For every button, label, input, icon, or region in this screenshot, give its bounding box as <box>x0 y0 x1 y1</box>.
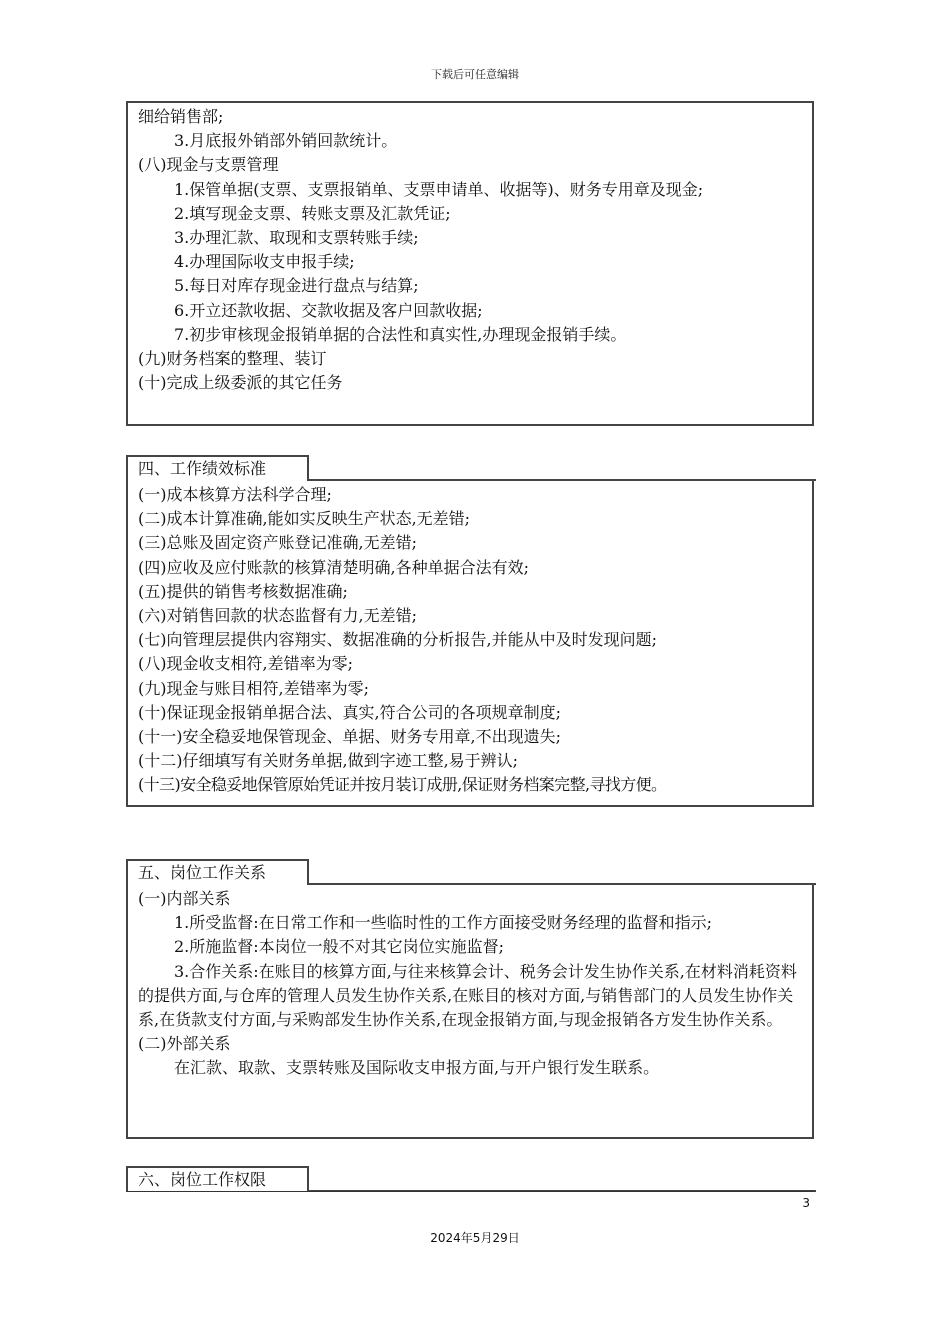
relations-item: 3.合作关系:在账目的核算方面,与往来核算会计、税务会计发生协作关系,在材料消耗资料的提供方面,与仓库的管理人员发生协作关系,在账目的核对方面,与销售部门的人员发生协作关系,在货款支付方面,与采购部发生协作关系,在现金报销方面,与现金报销各方发生协作关系。 <box>138 961 797 1030</box>
performance-item: (三)总账及固定资产账登记准确,无差错; <box>138 533 417 553</box>
relations-item: 1.所受监督:在日常工作和一些临时性的工作方面接受财务经理的监督和指示; <box>174 913 713 933</box>
relations-box <box>126 885 814 1139</box>
performance-item: (七)向管理层提供内容翔实、数据准确的分析报告,并能从中及时发现问题; <box>138 630 657 650</box>
section-title-relations: 五、岗位工作关系 <box>126 859 309 885</box>
performance-item: (十三)安全稳妥地保管原始凭证并按月装订成册,保证财务档案完整,寻找方便。 <box>138 775 667 795</box>
performance-item: (十)保证现金报销单据合法、真实,符合公司的各项规章制度; <box>138 702 561 722</box>
duty-line: 6.开立还款收据、交款收据及客户回款收据; <box>174 300 483 320</box>
performance-item: (六)对销售回款的状态监督有力,无差错; <box>138 606 417 626</box>
footer-rule <box>126 1191 814 1192</box>
page-date: 2024年5月29日 <box>430 1231 520 1245</box>
duty-heading: (九)财务档案的整理、装订 <box>138 349 327 369</box>
page-number: 3 <box>802 1196 810 1210</box>
relations-heading: (一)内部关系 <box>138 889 231 908</box>
section-title-performance: 四、工作绩效标准 <box>126 455 309 481</box>
performance-item: (十一)安全稳妥地保管现金、单据、财务专用章,不出现遗失; <box>138 727 561 747</box>
duty-line: 3.办理汇款、取现和支票转账手续; <box>174 228 419 248</box>
relations-item: 2.所施监督:本岗位一般不对其它岗位实施监督; <box>174 937 505 957</box>
performance-item: (四)应收及应付账款的核算清楚明确,各种单据合法有效; <box>138 557 529 577</box>
section-title-authority: 六、岗位工作权限 <box>126 1166 309 1192</box>
page-header: 下载后可任意编辑 <box>431 68 519 81</box>
performance-item: (八)现金收支相符,差错率为零; <box>138 654 353 674</box>
duty-line: 5.每日对库存现金进行盘点与结算; <box>174 276 419 296</box>
performance-item: (二)成本计算准确,能如实反映生产状态,无差错; <box>138 509 471 529</box>
duty-line: 细给销售部; <box>138 107 224 126</box>
duty-heading: (八)现金与支票管理 <box>138 155 279 175</box>
performance-box <box>126 481 814 807</box>
duty-line: 3.月底报外销部外销回款统计。 <box>174 131 398 151</box>
performance-item: (十二)仔细填写有关财务单据,做到字迹工整,易于辨认; <box>138 751 519 771</box>
duties-box <box>126 101 814 426</box>
relations-item: 在汇款、取款、支票转账及国际收支申报方面,与开户银行发生联系。 <box>174 1058 660 1078</box>
relations-heading: (二)外部关系 <box>138 1034 231 1054</box>
duty-line: 7.初步审核现金报销单据的合法性和真实性,办理现金报销手续。 <box>174 324 627 344</box>
performance-item: (五)提供的销售考核数据准确; <box>138 581 348 601</box>
duty-line: 4.办理国际收支申报手续; <box>174 252 355 272</box>
duty-line: 2.填写现金支票、转账支票及汇款凭证; <box>174 203 451 223</box>
performance-item: (九)现金与账目相符,差错率为零; <box>138 678 369 698</box>
performance-item: (一)成本核算方法科学合理; <box>138 485 332 504</box>
duty-line: 1.保管单据(支票、支票报销单、支票申请单、收据等)、财务专用章及现金; <box>174 179 704 199</box>
duty-heading: (十)完成上级委派的其它任务 <box>138 373 343 393</box>
